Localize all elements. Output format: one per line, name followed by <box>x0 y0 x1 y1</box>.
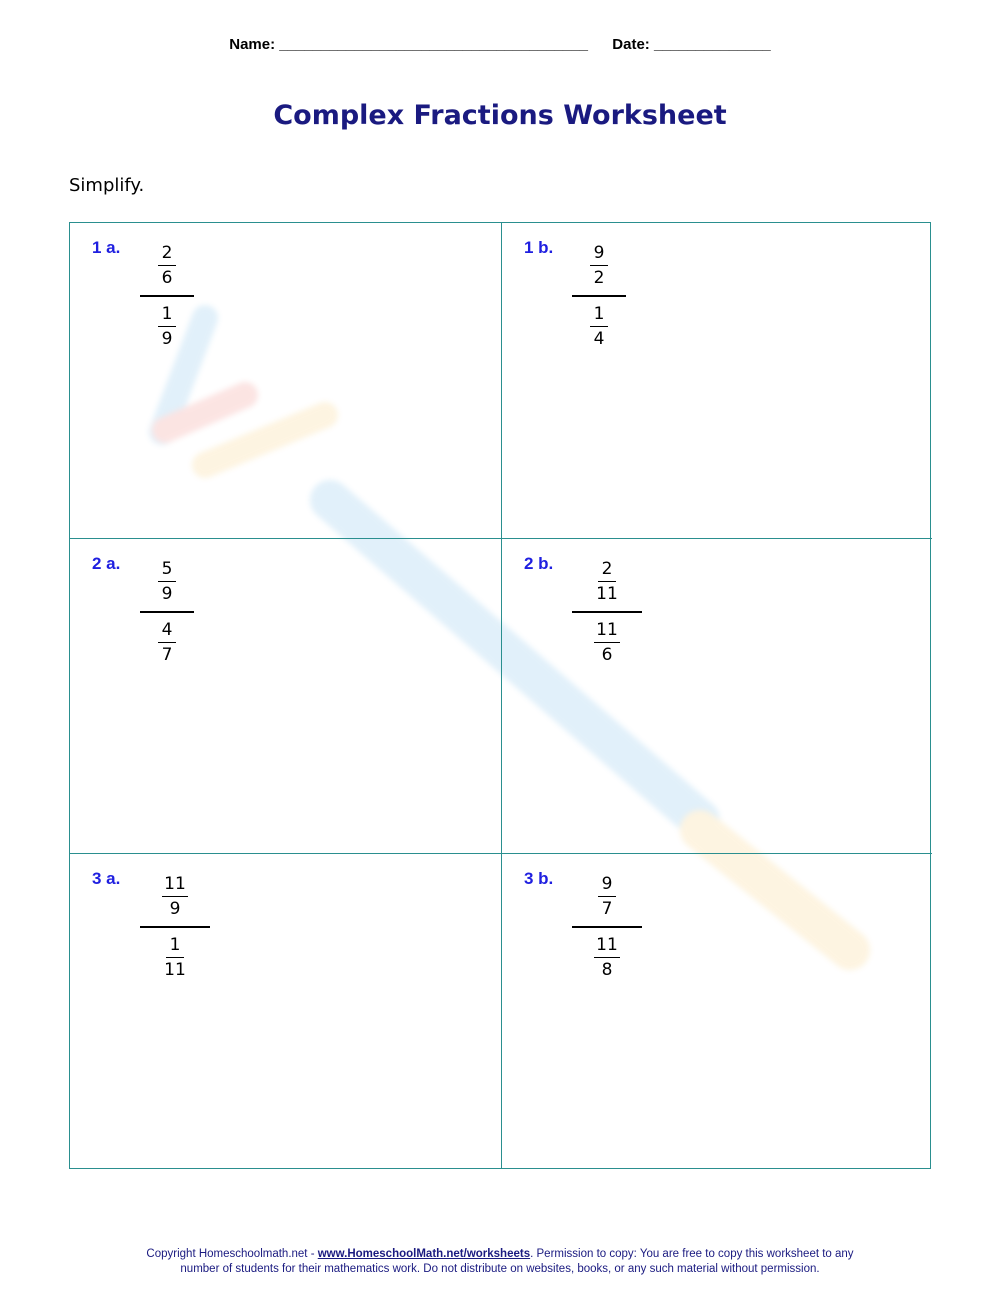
problem-label: 2 a. <box>92 554 121 573</box>
fraction-denominator: 6 <box>161 268 173 288</box>
main-fraction-bar <box>572 295 626 297</box>
complex-fraction <box>572 872 642 982</box>
problems-grid <box>69 222 931 1169</box>
fraction-numerator: 1 <box>590 302 608 327</box>
fraction-numerator: 11 <box>594 618 620 643</box>
denominator-fraction <box>594 933 620 982</box>
permission-text: . Permission to copy: You are free to copy this worksheet to any <box>530 1248 854 1260</box>
problem-cell-2b[interactable] <box>501 538 932 853</box>
main-fraction-bar <box>140 926 210 928</box>
complex-fraction <box>140 872 210 982</box>
fraction-numerator: 2 <box>598 557 616 582</box>
main-fraction-bar <box>572 926 642 928</box>
worksheet-title: Complex Fractions Worksheet <box>273 100 727 131</box>
date-field-label[interactable]: Date: ______________ <box>612 36 771 53</box>
complex-fraction <box>140 241 194 351</box>
fraction-denominator: 11 <box>596 584 618 604</box>
fraction-numerator: 4 <box>158 618 176 643</box>
numerator-fraction <box>158 241 176 290</box>
fraction-numerator: 9 <box>598 872 616 897</box>
main-fraction-bar <box>140 611 194 613</box>
problem-cell-3a[interactable] <box>70 853 501 1168</box>
numerator-fraction <box>158 557 176 606</box>
permission-text-line2: number of students for their mathematics work. Do not distribute on websites, books, or any such material without permission. <box>180 1263 820 1275</box>
denominator-fraction <box>158 618 176 667</box>
problem-cell-2a[interactable] <box>70 538 501 853</box>
problem-cell-3b[interactable] <box>501 853 932 1168</box>
fraction-numerator: 2 <box>158 241 176 266</box>
fraction-denominator: 11 <box>164 960 186 980</box>
problem-cell-1a[interactable] <box>70 223 501 538</box>
fraction-numerator: 5 <box>158 557 176 582</box>
problem-label: 2 b. <box>524 554 554 573</box>
fraction-numerator: 11 <box>162 872 188 897</box>
fraction-denominator: 7 <box>601 899 613 919</box>
complex-fraction <box>572 241 626 351</box>
complex-fraction <box>140 557 194 667</box>
problem-label: 1 a. <box>92 238 121 257</box>
name-date-header <box>0 36 1000 53</box>
denominator-fraction <box>590 302 608 351</box>
fraction-denominator: 6 <box>601 645 613 665</box>
fraction-denominator: 8 <box>601 960 613 980</box>
denominator-fraction <box>594 618 620 667</box>
numerator-fraction <box>162 872 188 921</box>
numerator-fraction <box>598 872 616 921</box>
denominator-fraction <box>158 302 176 351</box>
copyright-footer <box>0 1247 1000 1277</box>
homeschoolmath-link[interactable]: www.HomeschoolMath.net/worksheets <box>317 1248 531 1260</box>
numerator-fraction <box>590 241 608 290</box>
numerator-fraction <box>594 557 620 606</box>
fraction-numerator: 11 <box>594 933 620 958</box>
copyright-text: Copyright Homeschoolmath.net - <box>146 1248 318 1260</box>
fraction-denominator: 4 <box>593 329 605 349</box>
main-fraction-bar <box>572 611 642 613</box>
instruction-text: Simplify. <box>69 175 145 196</box>
fraction-numerator: 1 <box>166 933 184 958</box>
fraction-denominator: 9 <box>161 329 173 349</box>
fraction-denominator: 2 <box>593 268 605 288</box>
fraction-numerator: 1 <box>158 302 176 327</box>
complex-fraction <box>572 557 642 667</box>
main-fraction-bar <box>140 295 194 297</box>
problem-label: 1 b. <box>524 238 554 257</box>
denominator-fraction <box>162 933 188 982</box>
fraction-denominator: 7 <box>161 645 173 665</box>
name-field-label[interactable]: Name: _____________________________________ <box>229 36 588 53</box>
fraction-numerator: 9 <box>590 241 608 266</box>
fraction-denominator: 9 <box>169 899 181 919</box>
fraction-denominator: 9 <box>161 584 173 604</box>
problem-label: 3 a. <box>92 869 121 888</box>
problem-label: 3 b. <box>524 869 554 888</box>
problem-cell-1b[interactable] <box>501 223 932 538</box>
